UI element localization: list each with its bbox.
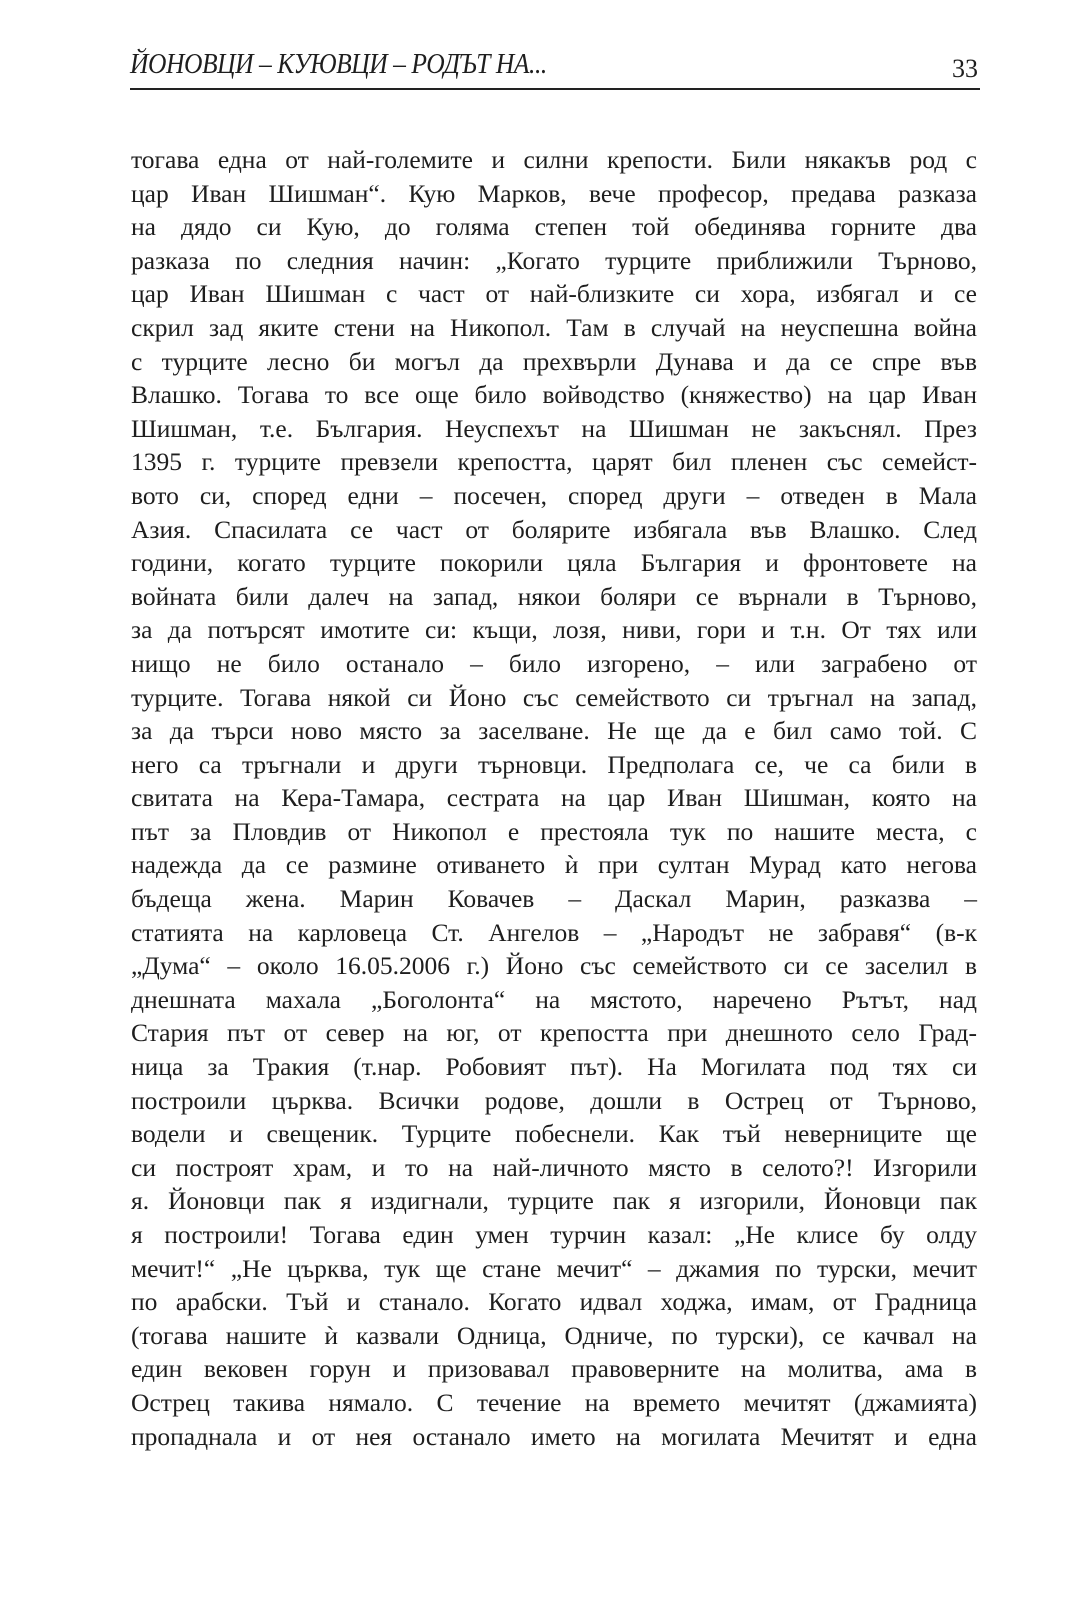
text-line: Стария път от север на юг, от крепостта при днешното село Град-	[131, 1018, 977, 1048]
text-line: него са тръгнали и други търновци. Предполага се, че са били в	[131, 749, 977, 779]
text-line: мечит!“ „Не църква, тук ще стане мечит“ – джамия по турски, мечит	[131, 1253, 977, 1283]
text-line: 1395 г. турците превзели крепостта, царят бил пленен със семейст-	[131, 447, 977, 477]
text-line: „Дума“ – около 16.05.2006 г.) Йоно със семейството си се заселил в	[131, 951, 977, 981]
header-rule	[130, 88, 980, 90]
text-line: един вековен горун и призовавал правоверните на молитва, ама в	[131, 1354, 977, 1384]
text-line: си построят храм, и то на най-личното място в селото?! Изгорили	[131, 1152, 977, 1182]
text-line: пропаднала и от нея останало името на могилата Мечитят и една	[131, 1421, 977, 1451]
text-line: скрил зад яките стени на Никопол. Там в случай на неуспешна война	[131, 312, 977, 342]
page-number: 33	[952, 54, 978, 83]
text-line: бъдеща жена. Марин Ковачев – Даскал Марин, разказва –	[131, 884, 977, 914]
text-line: Влашко. Тогава то все още било войводство (княжество) на цар Иван	[131, 380, 977, 410]
text-line: (тогава нашите ѝ казвали Одница, Одниче, по турски), се качвал на	[131, 1320, 977, 1350]
text-line: години, когато турците покорили цяла България и фронтовете на	[131, 548, 977, 578]
text-line: статията на карловеца Ст. Ангелов – „Народът не забравя“ (в-к	[131, 917, 977, 947]
text-line: път за Пловдив от Никопол е престояла тук по нашите места, с	[131, 816, 977, 846]
text-line: на дядо си Кую, до голяма степен той обединява горните два	[131, 212, 977, 242]
text-line: тогава една от най-големите и силни крепости. Били някакъв род с	[131, 145, 977, 174]
text-line: с турците лесно би могъл да прехвърли Дунава и да се спре във	[131, 346, 977, 376]
text-line: цар Иван Шишман“. Кую Марков, вече професор, предава разказа	[131, 178, 977, 208]
text-line: за да потърсят имотите си: къщи, лозя, ниви, гори и т.н. От тях или	[131, 615, 977, 645]
running-title: ЙОНОВЦИ – КУЮВЦИ – РОДЪТ НА...	[130, 48, 547, 80]
text-line: я построили! Тогава един умен турчин казал: „Не клисе бу олду	[131, 1220, 977, 1249]
text-line: разказа по следния начин: „Когато турците приближили Търново,	[131, 245, 977, 275]
text-line: турците. Тогава някой си Йоно със семейството си тръгнал на запад,	[131, 682, 977, 712]
text-line: Азия. Спасилата се част от болярите избягала във Влашко. След	[131, 514, 977, 544]
text-line: нищо не било останало – било изгорено, – или заграбено от	[131, 648, 977, 678]
text-line: построили църква. Всички родове, дошли в Острец от Търново,	[131, 1085, 977, 1115]
text-line: надежда да се размине отиването ѝ при султан Мурад като негова	[131, 850, 977, 880]
text-line: за да търси ново място за заселване. Не ще да е бил само той. С	[131, 716, 977, 746]
text-line: свитата на Кера-Тамара, сестрата на цар Иван Шишман, която на	[131, 783, 977, 813]
text-line: водели и свещеник. Турците побеснели. Как тъй неверниците ще	[131, 1119, 977, 1149]
text-line: войната били далеч на запад, някои боляри се върнали в Търново,	[131, 581, 977, 611]
text-line: по арабски. Тъй и станало. Когато идвал ходжа, имам, от Градница	[131, 1287, 977, 1317]
text-line: днешната махала „Боголонта“ на мястото, наречено Рътът, над	[131, 984, 977, 1014]
text-line: Острец такива нямало. С течение на времето мечитят (джамията)	[131, 1387, 977, 1417]
text-line: я. Йоновци пак я издигнали, турците пак я изгорили, Йоновци пак	[131, 1186, 977, 1216]
body-text	[131, 143, 977, 1453]
running-header	[130, 44, 978, 90]
text-line: вото си, според едни – посечен, според други – отведен в Мала	[131, 480, 977, 510]
text-line: ница за Тракия (т.нар. Робовият път). На Могилата под тях си	[131, 1052, 977, 1082]
text-line: цар Иван Шишман с част от най-близките си хора, избягал и се	[131, 279, 977, 309]
text-line: Шишман, т.е. България. Неуспехът на Шишман не закъснял. През	[131, 413, 977, 443]
